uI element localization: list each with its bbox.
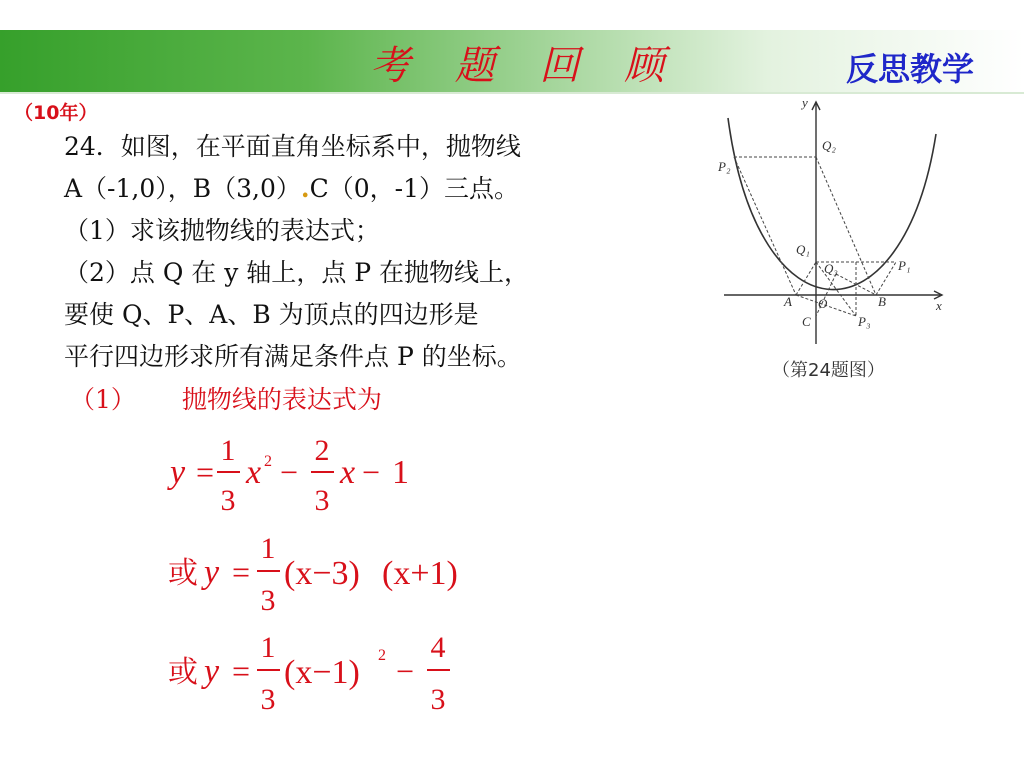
label-q1: Q₁ [796,242,810,257]
label-x: x [936,298,942,313]
f3-den2: 3 [430,683,446,716]
formula-vertex-form [160,624,480,724]
f1-minus: − [280,454,299,490]
f1-den1: 3 [220,484,236,517]
label-p3: P₃ [858,314,871,329]
answer-part: （1） [70,385,136,414]
label-q2: Q₂ [822,138,836,153]
bullet-dot: . [300,174,310,203]
formula-standard-form [160,422,430,520]
figure-caption: （第24题图） [772,360,885,381]
f3-factor: (x−1) [284,654,360,691]
p2-a-dash [734,157,796,295]
f1-x2: x [340,454,356,491]
f2-num: 1 [260,532,276,565]
label-c: C [802,314,811,329]
problem-line-4: （2）点 Q 在 y 轴上，点 P 在抛物线上， [64,258,530,287]
subject-label: 反思教学 [846,50,975,88]
problem-line-5: 要使 Q、P、A、B 为顶点的四边形是 [64,300,479,329]
answer-intro: 抛物线的表达式为 [181,385,382,414]
f2-y: y [204,554,220,591]
b-p1-dash [876,262,896,295]
f1-minus2: − [362,454,381,490]
point-c: C（0，-1）三点。 [309,174,519,203]
label-q3: Q₃ [824,261,838,276]
f1-eq: = [196,454,215,490]
parabola-figure [718,94,958,350]
label-o: O [818,296,828,311]
f2-factor1: (x−3) [284,555,360,592]
f2-or: 或 [168,556,198,591]
answer-heading [70,380,382,416]
f2-den: 3 [260,584,276,617]
f1-den2: 3 [314,484,330,517]
problem-text [64,126,704,378]
f3-den: 3 [260,683,276,716]
label-a: A [784,294,792,309]
f2-eq: = [232,554,251,590]
f3-y: y [204,653,220,690]
f1-num1: 1 [220,434,236,467]
f3-sq: 2 [378,647,386,664]
f1-x1: x [246,454,262,491]
f3-num2: 4 [430,631,446,664]
problem-line-2 [64,168,704,210]
label-p1: P₁ [898,258,911,273]
label-p2: P₂ [718,159,731,174]
year-tag: （10年） [14,102,98,124]
f1-y: y [170,454,186,491]
label-b: B [878,294,886,309]
f2-factor2: (x+1) [382,555,458,592]
points-ab: A（-1,0），B（3,0） [64,174,301,203]
formula-intercept-form [160,526,500,624]
f3-or: 或 [168,655,198,690]
label-y: y [802,95,808,110]
f1-one: 1 [392,454,409,491]
f3-num: 1 [260,631,276,664]
problem-line-1: 24．如图，在平面直角坐标系中，抛物线 [64,132,521,161]
f1-num2: 2 [314,434,330,467]
f3-eq: = [232,653,251,689]
f1-sq: 2 [264,453,272,470]
problem-line-3: （1）求该抛物线的表达式； [64,216,380,245]
problem-line-6: 平行四边形求所有满足条件点 P 的坐标。 [64,342,522,371]
f3-minus: − [396,653,415,689]
slide-title: 考 题 回 顾 [370,43,681,89]
